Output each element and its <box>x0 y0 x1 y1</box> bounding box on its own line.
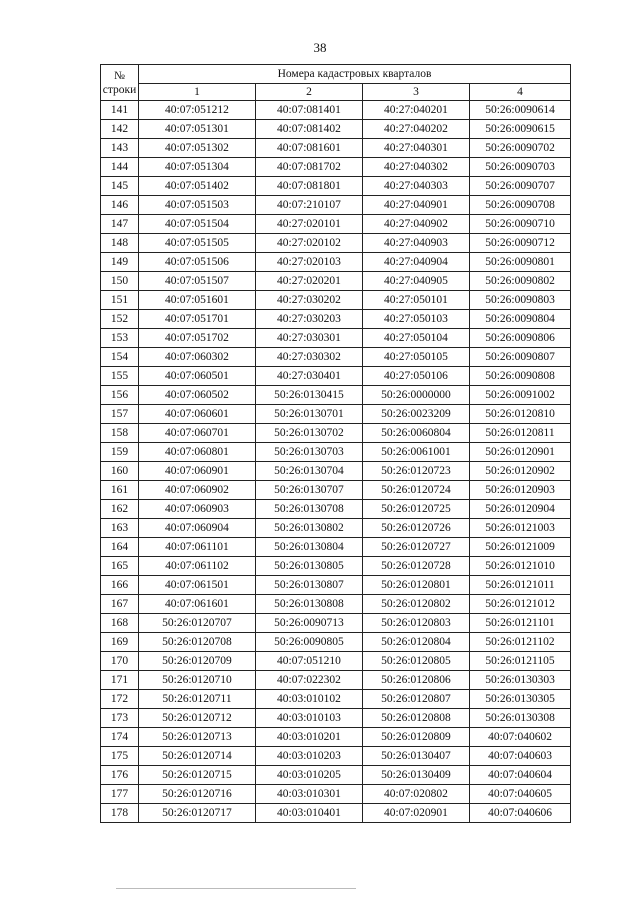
quarter-cell-col1: 40:07:060903 <box>139 500 256 519</box>
quarter-cell-col4: 50:26:0120902 <box>470 462 571 481</box>
quarter-cell-col2: 50:26:0130701 <box>256 405 363 424</box>
row-number-cell: 166 <box>101 576 139 595</box>
quarter-cell-col4: 50:26:0120811 <box>470 424 571 443</box>
quarter-cell-col1: 40:07:060302 <box>139 348 256 367</box>
column-number-4: 4 <box>470 84 571 101</box>
row-number-cell: 149 <box>101 253 139 272</box>
quarter-cell-col3: 50:26:0120724 <box>363 481 470 500</box>
quarter-cell-col1: 40:07:051304 <box>139 158 256 177</box>
quarter-cell-col1: 40:07:051701 <box>139 310 256 329</box>
quarter-cell-col3: 40:27:040303 <box>363 177 470 196</box>
quarter-cell-col4: 40:07:040603 <box>470 747 571 766</box>
quarter-cell-col1: 50:26:0120711 <box>139 690 256 709</box>
quarter-cell-col2: 40:03:010201 <box>256 728 363 747</box>
row-number-cell: 167 <box>101 595 139 614</box>
row-number-cell: 142 <box>101 120 139 139</box>
quarter-cell-col3: 40:27:050101 <box>363 291 470 310</box>
quarter-cell-col1: 50:26:0120709 <box>139 652 256 671</box>
quarter-cell-col4: 40:07:040604 <box>470 766 571 785</box>
table-row <box>101 405 571 424</box>
quarter-cell-col3: 50:26:0120806 <box>363 671 470 690</box>
quarter-cell-col3: 40:27:050103 <box>363 310 470 329</box>
table-body <box>101 101 571 823</box>
quarter-cell-col2: 40:07:210107 <box>256 196 363 215</box>
quarter-cell-col4: 50:26:0090615 <box>470 120 571 139</box>
quarter-cell-col2: 50:26:0130703 <box>256 443 363 462</box>
quarter-cell-col1: 40:07:060701 <box>139 424 256 443</box>
quarter-cell-col2: 50:26:0130415 <box>256 386 363 405</box>
quarter-cell-col1: 40:07:060801 <box>139 443 256 462</box>
quarter-cell-col1: 40:07:051301 <box>139 120 256 139</box>
column-number-3: 3 <box>363 84 470 101</box>
quarter-cell-col2: 40:03:010401 <box>256 804 363 823</box>
row-number-cell: 160 <box>101 462 139 481</box>
quarter-cell-col4: 50:26:0130303 <box>470 671 571 690</box>
quarter-cell-col4: 50:26:0090712 <box>470 234 571 253</box>
quarter-cell-col1: 40:07:060502 <box>139 386 256 405</box>
table-header <box>101 65 571 101</box>
quarter-cell-col2: 40:07:081801 <box>256 177 363 196</box>
quarter-cell-col3: 40:27:040202 <box>363 120 470 139</box>
row-number-cell: 147 <box>101 215 139 234</box>
quarter-cell-col4: 50:26:0121009 <box>470 538 571 557</box>
quarter-cell-col1: 50:26:0120714 <box>139 747 256 766</box>
quarter-cell-col3: 40:27:040201 <box>363 101 470 120</box>
quarter-cell-col4: 50:26:0090808 <box>470 367 571 386</box>
quarter-cell-col2: 40:07:081401 <box>256 101 363 120</box>
quarter-cell-col3: 50:26:0130407 <box>363 747 470 766</box>
quarter-cell-col4: 40:07:040605 <box>470 785 571 804</box>
quarter-cell-col4: 50:26:0121102 <box>470 633 571 652</box>
quarter-cell-col3: 40:27:040302 <box>363 158 470 177</box>
quarter-cell-col2: 40:03:010102 <box>256 690 363 709</box>
row-number-cell: 171 <box>101 671 139 690</box>
row-number-cell: 175 <box>101 747 139 766</box>
table-row <box>101 614 571 633</box>
row-number-header <box>101 65 139 101</box>
row-number-cell: 176 <box>101 766 139 785</box>
quarter-cell-col1: 50:26:0120710 <box>139 671 256 690</box>
quarter-cell-col3: 40:27:040901 <box>363 196 470 215</box>
table-row <box>101 139 571 158</box>
row-number-cell: 164 <box>101 538 139 557</box>
quarter-cell-col3: 50:26:0060804 <box>363 424 470 443</box>
quarter-cell-col1: 40:07:051505 <box>139 234 256 253</box>
quarter-cell-col1: 40:07:060902 <box>139 481 256 500</box>
table-row <box>101 101 571 120</box>
table-row <box>101 804 571 823</box>
quarter-cell-col3: 40:27:040905 <box>363 272 470 291</box>
quarter-cell-col3: 40:27:040904 <box>363 253 470 272</box>
quarter-cell-col4: 50:26:0090803 <box>470 291 571 310</box>
quarter-cell-col2: 40:27:030401 <box>256 367 363 386</box>
quarter-cell-col1: 40:07:051212 <box>139 101 256 120</box>
table-row <box>101 253 571 272</box>
quarter-cell-col2: 40:03:010203 <box>256 747 363 766</box>
quarter-cell-col2: 50:26:0130708 <box>256 500 363 519</box>
quarter-cell-col3: 50:26:0120801 <box>363 576 470 595</box>
quarter-cell-col1: 40:07:060601 <box>139 405 256 424</box>
quarter-cell-col1: 50:26:0120712 <box>139 709 256 728</box>
quarter-cell-col3: 50:26:0120809 <box>363 728 470 747</box>
row-number-cell: 151 <box>101 291 139 310</box>
quarter-cell-col4: 50:26:0090614 <box>470 101 571 120</box>
table-row <box>101 291 571 310</box>
table-row <box>101 538 571 557</box>
quarter-cell-col4: 50:26:0090707 <box>470 177 571 196</box>
quarter-cell-col4: 50:26:0130308 <box>470 709 571 728</box>
quarter-cell-col3: 50:26:0120727 <box>363 538 470 557</box>
row-number-cell: 159 <box>101 443 139 462</box>
quarter-cell-col2: 40:03:010301 <box>256 785 363 804</box>
quarter-cell-col3: 40:27:050105 <box>363 348 470 367</box>
quarter-cell-col2: 40:03:010103 <box>256 709 363 728</box>
quarter-cell-col4: 50:26:0121010 <box>470 557 571 576</box>
column-number-2: 2 <box>256 84 363 101</box>
quarter-cell-col1: 40:07:061102 <box>139 557 256 576</box>
quarter-cell-col2: 50:26:0130808 <box>256 595 363 614</box>
quarter-cell-col3: 50:26:0120805 <box>363 652 470 671</box>
quarter-cell-col3: 50:26:0061001 <box>363 443 470 462</box>
quarter-cell-col1: 50:26:0120715 <box>139 766 256 785</box>
quarter-cell-col3: 50:26:0120807 <box>363 690 470 709</box>
row-number-cell: 146 <box>101 196 139 215</box>
quarter-cell-col3: 40:27:050106 <box>363 367 470 386</box>
quarter-cell-col3: 50:26:0023209 <box>363 405 470 424</box>
quarter-cell-col4: 50:26:0090703 <box>470 158 571 177</box>
table-row <box>101 500 571 519</box>
quarter-cell-col1: 50:26:0120716 <box>139 785 256 804</box>
row-number-cell: 163 <box>101 519 139 538</box>
quarter-cell-col3: 40:07:020901 <box>363 804 470 823</box>
row-number-cell: 174 <box>101 728 139 747</box>
row-number-cell: 178 <box>101 804 139 823</box>
quarter-cell-col4: 50:26:0130305 <box>470 690 571 709</box>
quarter-cell-col2: 40:07:081601 <box>256 139 363 158</box>
quarter-cell-col4: 50:26:0090708 <box>470 196 571 215</box>
table-row <box>101 595 571 614</box>
quarter-cell-col3: 50:26:0120803 <box>363 614 470 633</box>
row-number-cell: 154 <box>101 348 139 367</box>
quarter-cell-col2: 50:26:0130807 <box>256 576 363 595</box>
quarter-cell-col3: 40:27:040902 <box>363 215 470 234</box>
row-number-cell: 170 <box>101 652 139 671</box>
quarter-cell-col2: 50:26:0130702 <box>256 424 363 443</box>
quarter-cell-col4: 50:26:0120810 <box>470 405 571 424</box>
quarter-cell-col2: 40:07:022302 <box>256 671 363 690</box>
row-number-cell: 155 <box>101 367 139 386</box>
quarter-cell-col3: 50:26:0120808 <box>363 709 470 728</box>
row-number-label: строки <box>102 83 137 96</box>
table-row <box>101 519 571 538</box>
quarter-cell-col4: 50:26:0090702 <box>470 139 571 158</box>
quarter-cell-col1: 40:07:051503 <box>139 196 256 215</box>
quarter-cell-col3: 40:27:040903 <box>363 234 470 253</box>
quarter-cell-col2: 40:27:030202 <box>256 291 363 310</box>
table-row <box>101 652 571 671</box>
quarter-cell-col4: 50:26:0121011 <box>470 576 571 595</box>
table-row <box>101 709 571 728</box>
quarter-cell-col4: 50:26:0090710 <box>470 215 571 234</box>
table-row <box>101 348 571 367</box>
row-number-cell: 145 <box>101 177 139 196</box>
row-number-cell: 153 <box>101 329 139 348</box>
quarter-cell-col3: 50:26:0000000 <box>363 386 470 405</box>
quarter-cell-col4: 50:26:0090801 <box>470 253 571 272</box>
quarter-cell-col4: 50:26:0121012 <box>470 595 571 614</box>
table-row <box>101 747 571 766</box>
quarter-cell-col2: 40:07:081402 <box>256 120 363 139</box>
column-number-1: 1 <box>139 84 256 101</box>
table-row <box>101 386 571 405</box>
table-title: Номера кадастровых кварталов <box>139 65 571 84</box>
quarter-cell-col1: 40:07:061101 <box>139 538 256 557</box>
table-row <box>101 196 571 215</box>
footer-line <box>116 888 356 889</box>
quarter-cell-col1: 40:07:060501 <box>139 367 256 386</box>
table-row <box>101 158 571 177</box>
quarter-cell-col3: 50:26:0120723 <box>363 462 470 481</box>
row-number-cell: 141 <box>101 101 139 120</box>
quarter-cell-col3: 50:26:0120802 <box>363 595 470 614</box>
table-row <box>101 557 571 576</box>
table-row <box>101 481 571 500</box>
row-number-symbol: № <box>114 69 125 82</box>
row-number-cell: 172 <box>101 690 139 709</box>
table-row <box>101 329 571 348</box>
quarter-cell-col1: 40:07:051302 <box>139 139 256 158</box>
quarter-cell-col2: 40:03:010205 <box>256 766 363 785</box>
quarter-cell-col4: 50:26:0120903 <box>470 481 571 500</box>
quarter-cell-col4: 50:26:0090807 <box>470 348 571 367</box>
row-number-cell: 161 <box>101 481 139 500</box>
quarter-cell-col2: 50:26:0090713 <box>256 614 363 633</box>
quarter-cell-col1: 50:26:0120707 <box>139 614 256 633</box>
table-row <box>101 576 571 595</box>
quarter-cell-col4: 50:26:0120901 <box>470 443 571 462</box>
table-row <box>101 310 571 329</box>
row-number-cell: 162 <box>101 500 139 519</box>
quarter-cell-col1: 40:07:051506 <box>139 253 256 272</box>
row-number-cell: 173 <box>101 709 139 728</box>
quarter-cell-col3: 40:27:040301 <box>363 139 470 158</box>
quarter-cell-col2: 50:26:0130802 <box>256 519 363 538</box>
row-number-cell: 143 <box>101 139 139 158</box>
quarter-cell-col2: 50:26:0130707 <box>256 481 363 500</box>
quarter-cell-col2: 40:27:020201 <box>256 272 363 291</box>
row-number-cell: 148 <box>101 234 139 253</box>
quarter-cell-col2: 40:27:030302 <box>256 348 363 367</box>
row-number-cell: 150 <box>101 272 139 291</box>
quarter-cell-col3: 50:26:0120804 <box>363 633 470 652</box>
quarter-cell-col2: 40:27:020101 <box>256 215 363 234</box>
quarter-cell-col1: 40:07:060901 <box>139 462 256 481</box>
table-row <box>101 462 571 481</box>
row-number-cell: 165 <box>101 557 139 576</box>
row-number-cell: 157 <box>101 405 139 424</box>
quarter-cell-col4: 50:26:0091002 <box>470 386 571 405</box>
quarter-cell-col2: 40:07:051210 <box>256 652 363 671</box>
quarter-cell-col1: 40:07:051504 <box>139 215 256 234</box>
quarter-cell-col4: 50:26:0121101 <box>470 614 571 633</box>
quarter-cell-col4: 50:26:0090804 <box>470 310 571 329</box>
quarter-cell-col1: 50:26:0120713 <box>139 728 256 747</box>
quarter-cell-col4: 50:26:0090806 <box>470 329 571 348</box>
quarter-cell-col3: 40:07:020802 <box>363 785 470 804</box>
page-number: 38 <box>313 40 327 55</box>
quarter-cell-col2: 40:27:020103 <box>256 253 363 272</box>
quarter-cell-col2: 40:27:020102 <box>256 234 363 253</box>
table-row <box>101 690 571 709</box>
quarter-cell-col4: 50:26:0121105 <box>470 652 571 671</box>
quarter-cell-col4: 50:26:0090802 <box>470 272 571 291</box>
quarter-cell-col2: 40:27:030301 <box>256 329 363 348</box>
row-number-cell: 169 <box>101 633 139 652</box>
quarter-cell-col2: 50:26:0130804 <box>256 538 363 557</box>
row-number-cell: 156 <box>101 386 139 405</box>
table-row <box>101 367 571 386</box>
quarter-cell-col4: 40:07:040602 <box>470 728 571 747</box>
table-row <box>101 671 571 690</box>
quarter-cell-col3: 50:26:0120726 <box>363 519 470 538</box>
table-row <box>101 120 571 139</box>
row-number-cell: 144 <box>101 158 139 177</box>
table-row <box>101 443 571 462</box>
quarter-cell-col4: 50:26:0121003 <box>470 519 571 538</box>
table-row <box>101 177 571 196</box>
quarter-cell-col1: 50:26:0120708 <box>139 633 256 652</box>
table-row <box>101 785 571 804</box>
quarter-cell-col1: 40:07:051702 <box>139 329 256 348</box>
table-row <box>101 272 571 291</box>
quarter-cell-col2: 50:26:0090805 <box>256 633 363 652</box>
quarter-cell-col1: 50:26:0120717 <box>139 804 256 823</box>
quarter-cell-col3: 40:27:050104 <box>363 329 470 348</box>
row-number-cell: 168 <box>101 614 139 633</box>
quarter-cell-col3: 50:26:0120725 <box>363 500 470 519</box>
row-number-cell: 158 <box>101 424 139 443</box>
table-row <box>101 728 571 747</box>
table-row <box>101 766 571 785</box>
quarter-cell-col2: 40:27:030203 <box>256 310 363 329</box>
table-row <box>101 234 571 253</box>
quarter-cell-col1: 40:07:051402 <box>139 177 256 196</box>
table-row <box>101 633 571 652</box>
quarter-cell-col1: 40:07:061501 <box>139 576 256 595</box>
quarter-cell-col2: 50:26:0130704 <box>256 462 363 481</box>
row-number-cell: 177 <box>101 785 139 804</box>
quarter-cell-col2: 40:07:081702 <box>256 158 363 177</box>
row-number-cell: 152 <box>101 310 139 329</box>
quarter-cell-col3: 50:26:0120728 <box>363 557 470 576</box>
cadastral-quarters-table <box>100 64 571 823</box>
quarter-cell-col1: 40:07:051601 <box>139 291 256 310</box>
table-row <box>101 215 571 234</box>
quarter-cell-col2: 50:26:0130805 <box>256 557 363 576</box>
quarter-cell-col1: 40:07:051507 <box>139 272 256 291</box>
quarter-cell-col4: 50:26:0120904 <box>470 500 571 519</box>
quarter-cell-col3: 50:26:0130409 <box>363 766 470 785</box>
table-row <box>101 424 571 443</box>
quarter-cell-col4: 40:07:040606 <box>470 804 571 823</box>
quarter-cell-col1: 40:07:061601 <box>139 595 256 614</box>
quarter-cell-col1: 40:07:060904 <box>139 519 256 538</box>
